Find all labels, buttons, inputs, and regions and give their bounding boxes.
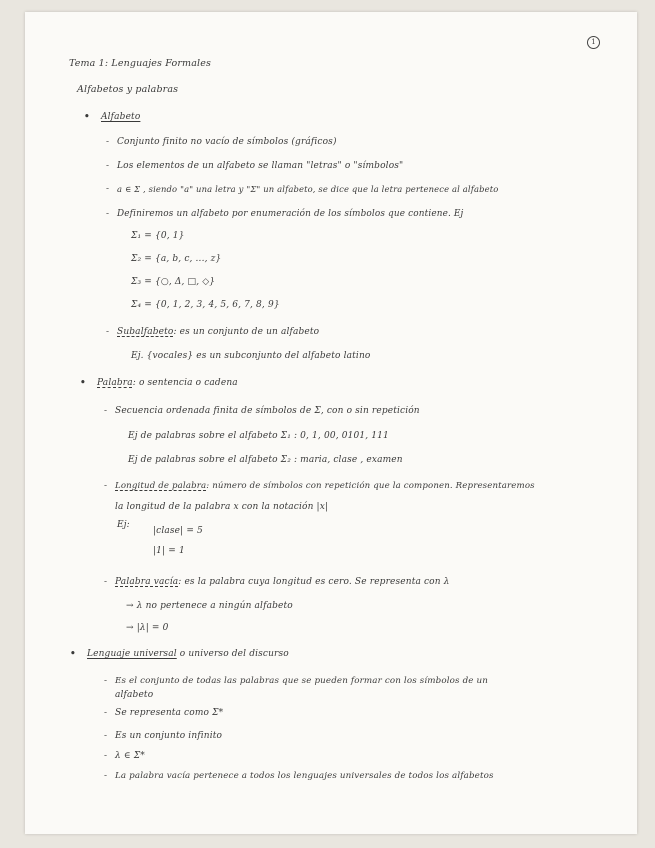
dash: - (104, 481, 108, 491)
dash: - (106, 137, 110, 147)
lenguaje-heading-line (87, 649, 289, 660)
alfabeto-item: Los elementos de un alfabeto se llaman "letras" o "símbolos" (117, 161, 404, 171)
longitud-example: |clase| = 5 (153, 526, 203, 536)
vacia-term: Palabra vacía (115, 577, 179, 587)
dash: - (104, 771, 108, 781)
dash: - (104, 577, 108, 587)
vacia-line (115, 577, 450, 588)
subalfabeto-line (117, 327, 319, 338)
dash: - (104, 676, 108, 686)
vacia-item: → λ no pertenece a ningún alfabeto (126, 601, 293, 611)
lenguaje-item: La palabra vacía pertenece a todos los lenguajes universales de todos los alfabetos (115, 771, 494, 781)
dash: - (106, 327, 110, 337)
bullet: • (84, 112, 90, 122)
bullet: • (70, 649, 76, 659)
dash: - (106, 209, 110, 219)
lenguaje-heading: Lenguaje universal (87, 649, 177, 659)
alphabet-example: Σ₃ = {○, Δ, □, ◇} (131, 277, 216, 287)
palabra-heading-rest: : o sentencia o cadena (132, 378, 238, 388)
longitud-def-cont: la longitud de la palabra x con la notación |x| (115, 502, 329, 512)
dash: - (104, 406, 108, 416)
dash: - (106, 184, 110, 194)
alfabeto-item: Definiremos un alfabeto por enumeración de los símbolos que contiene. Ej (117, 209, 464, 219)
page-number: 1 (587, 36, 600, 49)
alphabet-example: Σ₄ = {0, 1, 2, 3, 4, 5, 6, 7, 8, 9} (131, 300, 280, 310)
vacia-def: : es la palabra cuya longitud es cero. Se representa con λ (178, 577, 450, 587)
lenguaje-item: Se representa como Σ* (115, 708, 224, 718)
lenguaje-heading-rest: o universo del discurso (176, 649, 289, 659)
palabra-heading: Palabra (97, 378, 133, 388)
subalfabeto-example: Ej. {vocales} es un subconjunto del alfabeto latino (131, 351, 371, 361)
subalfabeto-term: Subalfabeto (117, 327, 174, 337)
longitud-def: : número de símbolos con repetición que la componen. Representaremos (206, 481, 535, 491)
subalfabeto-def: : es un conjunto de un alfabeto (173, 327, 320, 337)
longitud-line (115, 481, 535, 492)
palabra-heading-line (97, 378, 238, 389)
lenguaje-item: λ ∈ Σ* (115, 751, 145, 761)
palabra-example: Ej de palabras sobre el alfabeto Σ₁ : 0, 1, 00, 0101, 111 (128, 431, 389, 441)
alfabeto-heading: Alfabeto (101, 112, 141, 122)
bullet: • (80, 378, 86, 388)
page-title: Tema 1: Lenguajes Formales (69, 58, 211, 69)
lenguaje-item: Es el conjunto de todas las palabras que se pueden formar con los símbolos de un (115, 676, 488, 686)
longitud-term: Longitud de palabra (115, 481, 207, 491)
lenguaje-item-cont: alfabeto (115, 690, 154, 700)
ej-label: Ej: (117, 520, 130, 530)
palabra-definition: Secuencia ordenada finita de símbolos de Σ, con o sin repetición (115, 406, 420, 416)
dash: - (104, 708, 108, 718)
section-heading: Alfabetos y palabras (77, 84, 179, 95)
dash: - (104, 731, 108, 741)
alphabet-example: Σ₂ = {a, b, c, ..., z} (131, 254, 222, 264)
alfabeto-item: a ∈ Σ , siendo "a" una letra y "Σ" un alfabeto, se dice que la letra pertenece al alfabeto (117, 184, 499, 194)
palabra-example: Ej de palabras sobre el alfabeto Σ₂ : maria, clase , examen (128, 455, 403, 465)
dash: - (104, 751, 108, 761)
lenguaje-item: Es un conjunto infinito (115, 731, 223, 741)
vacia-item: → |λ| = 0 (126, 623, 169, 633)
alfabeto-item: Conjunto finito no vacío de símbolos (gráficos) (117, 137, 337, 147)
alphabet-example: Σ₁ = {0, 1} (131, 231, 185, 241)
longitud-example: |1| = 1 (153, 546, 185, 556)
dash: - (106, 161, 110, 171)
